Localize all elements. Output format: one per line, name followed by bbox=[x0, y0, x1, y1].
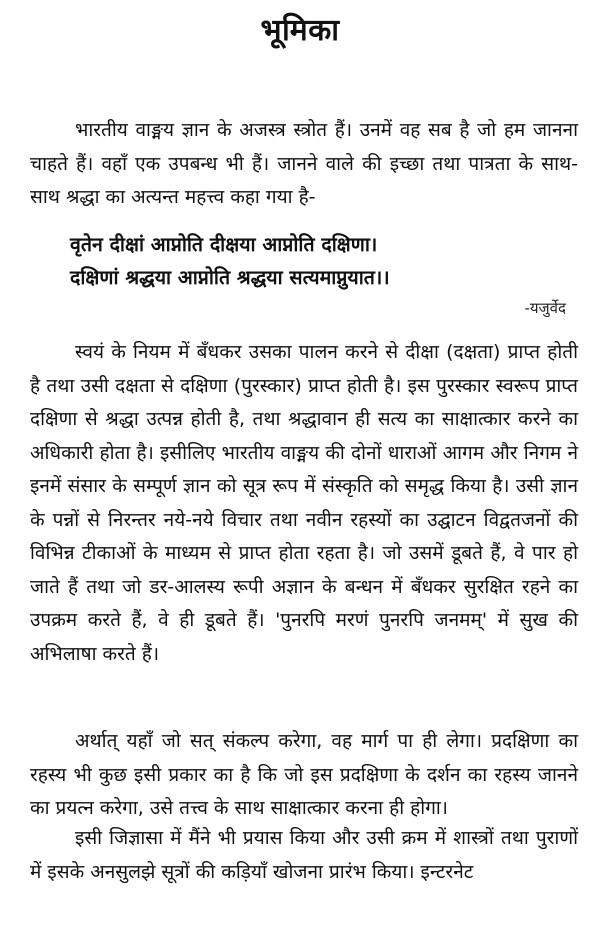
verse-line-1: वृतेन दीक्षां आप्नोति दीक्षया आप्नोति दक्षिणा। bbox=[70, 233, 378, 256]
verse-line-2: दक्षिणां श्रद्धया आप्नोति श्रद्धया सत्यमाप्नुयात।। bbox=[70, 266, 390, 289]
page-title: भूमिका bbox=[260, 13, 340, 48]
paragraph-pradakshina: अर्थात् यहाँ जो सत् संकल्प करेगा, वह मार्ग पा ही लेगा। प्रदक्षिणा का रहस्य भी कुछ इसी प्रकार का है कि जो इस प्रदक्षिणा के दर्शन का रहस्य जानने का प्रयत्न करेगा, उसे तत्त्व के साथ साक्षात्कार करना ही होगा। bbox=[30, 730, 578, 819]
paragraph-inquiry: इसी जिज्ञासा में मैंने भी प्रयास किया और उसी क्रम में शास्त्रों तथा पुराणों में इसके अनसुलझे सूत्रों की कड़ियाँ खोजना प्रारंभ किया। इन्टरनेट bbox=[30, 827, 578, 883]
paragraph-intro: भारतीय वाङ्मय ज्ञान के अजस्त्र स्त्रोत हैं। उनमें वह सब है जो हम जानना चाहते हैं। वहाँ एक उपबन्ध भी हैं। जानने वाले की इच्छा तथा पात्रता के साथ-साथ श्रद्धा का अत्यन्त महत्त्व कहा गया है- bbox=[30, 119, 578, 208]
verse-attribution: -यजुर्वेद bbox=[524, 299, 566, 317]
paragraph-explanation: स्वयं के नियम में बँधकर उसका पालन करने से दीक्षा (दक्षता) प्राप्त होती है तथा उसी दक्षता से दक्षिणा (पुरस्कार) प्राप्त होती है। इस पुरस्कार स्वरूप प्राप्त दक्षिणा से श्रद्धा उत्पन्न होती है, तथा श्रद्धावान ही सत्य का साक्षात्कार करने का अधिकारी होता है। इसीलिए भारतीय वाङ्मय की दोनों धाराओं आगम और निगम ने इनमें संसार के सम्पूर्ण ज्ञान को सूत्र रूप में संस्कृति को समृद्ध किया है। उसी ज्ञान के पन्नों से निरन्तर नये-नये विचार तथा नवीन रहस्यों का उद्घाटन विद्वतजनों की विभिन्न टीकाओं के माध्यम से प्राप्त होता रहता है। जो उसमें डूबते हैं, वे पार हो जाते हैं तथा जो डर-आलस्य रूपी अज्ञान के बन्धन में बँधकर सुरक्षित रहने का उपक्रम करते हैं, वे ही डूबते हैं। 'पुनरपि मरणं पुनरपि जनमम्' में सुख की अभिलाषा करते हैं। bbox=[30, 341, 578, 665]
